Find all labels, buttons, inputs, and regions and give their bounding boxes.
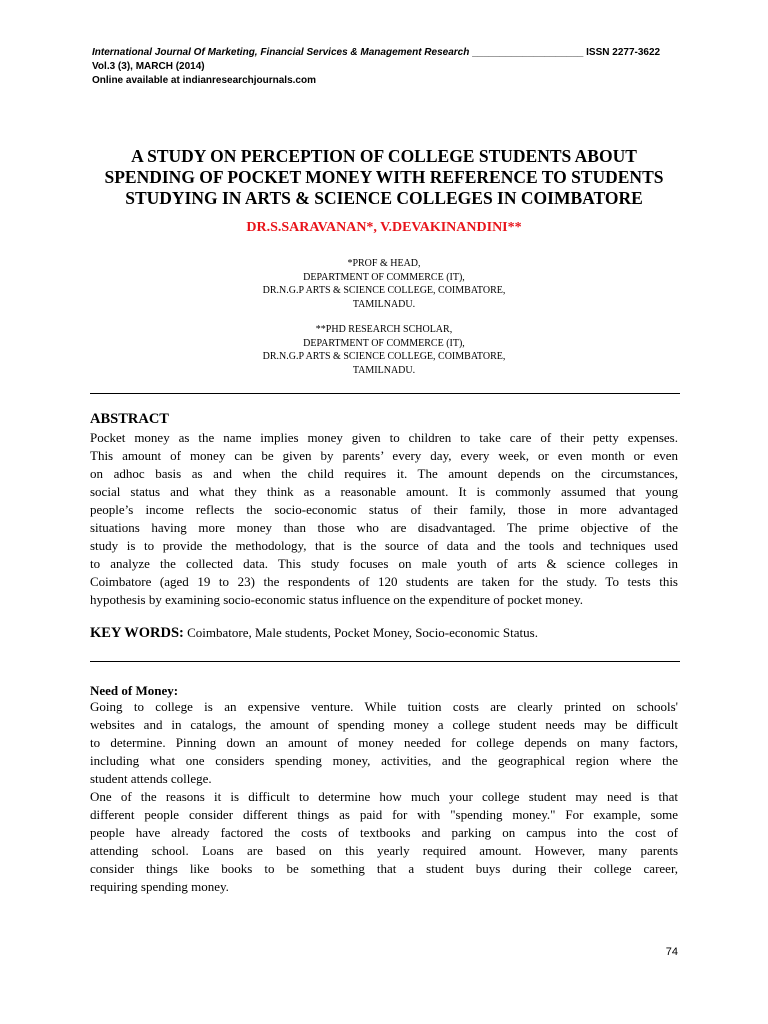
journal-header — [92, 46, 692, 88]
keywords-text: Coimbatore, Male students, Pocket Money, Socio-economic Status. — [187, 625, 538, 640]
body-line: websites and in catalogs, the amount of spending money a college student needs may be difficult — [90, 717, 678, 732]
title-line: SPENDING OF POCKET MONEY WITH REFERENCE TO STUDENTS — [104, 167, 664, 187]
affiliation-line: DR.N.G.P ARTS & SCIENCE COLLEGE, COIMBATORE, — [262, 285, 506, 296]
affiliation-line: **PHD RESEARCH SCHOLAR, — [315, 324, 453, 335]
title-line: STUDYING IN ARTS & SCIENCE COLLEGES IN COIMBATORE — [125, 188, 643, 208]
keywords — [90, 625, 538, 642]
body-line: people have already factored the costs of textbooks and parking on campus into the cost of — [90, 825, 678, 840]
authors: DR.S.SARAVANAN*, V.DEVAKINANDINI** — [246, 220, 522, 235]
affiliation-2 — [60, 323, 708, 377]
body-line: requiring spending money. — [90, 879, 229, 894]
body-line: Going to college is an expensive venture. While tuition costs are clearly printed on schools' — [90, 699, 678, 714]
abstract-line: situations having more money than those who are disadvantaged. The prime objective of the — [90, 520, 678, 535]
volume-info: Vol.3 (3), MARCH (2014) — [92, 61, 205, 72]
abstract-text — [90, 429, 678, 609]
title-line: A STUDY ON PERCEPTION OF COLLEGE STUDENTS ABOUT — [131, 146, 637, 166]
section-heading-need-of-money: Need of Money: — [90, 683, 179, 698]
abstract-line: Pocket money as the name implies money given to children to take care of their petty expenses. — [90, 430, 678, 445]
need-of-money-paragraph-2 — [90, 788, 678, 896]
body-line: One of the reasons it is difficult to determine how much your college student may need is that — [90, 789, 678, 804]
keywords-label: KEY WORDS: — [90, 625, 184, 641]
abstract-line: study is to provide the methodology, that is the source of data and the tools and techniques used — [90, 538, 678, 553]
body-line: different people consider different things as paid for with "spending money." For example, some — [90, 807, 678, 822]
paper-title — [60, 146, 708, 209]
abstract-line: social status and what they think as a reasonable amount. It is commonly assumed that young — [90, 484, 678, 499]
divider — [90, 661, 680, 662]
need-of-money-paragraph-1 — [90, 698, 678, 788]
abstract-line: Coimbatore (aged 19 to 23) the respondents of 120 students are taken for the study. To tests this — [90, 574, 678, 589]
affiliation-line: DR.N.G.P ARTS & SCIENCE COLLEGE, COIMBATORE, — [262, 351, 506, 362]
abstract-line: hypothesis by examining socio-economic status influence on the expenditure of pocket money. — [90, 592, 584, 607]
abstract-line: This amount of money can be given by parents’ every day, every week, or even month or even — [90, 448, 678, 463]
body-line: student attends college. — [90, 771, 212, 786]
affiliation-line: DEPARTMENT OF COMMERCE (IT), — [303, 271, 465, 283]
issn: ISSN 2277-3622 — [586, 47, 661, 58]
journal-name: International Journal Of Marketing, Financial Services & Management Research — [92, 47, 470, 58]
abstract-line: people’s income reflects the socio-economic status of their family, those in more advantaged — [90, 502, 678, 517]
abstract-line: on adhoc basis as and when the child requires it. The amount depends on the circumstances, — [90, 466, 678, 481]
affiliation-1 — [60, 257, 708, 311]
divider — [90, 393, 680, 394]
affiliation-line: TAMILNADU. — [352, 364, 416, 376]
body-line: attending school. Loans are based on this yearly required amount. However, many parents — [90, 843, 678, 858]
header-separator: ____________________ — [472, 47, 584, 58]
online-info: Online available at indianresearchjournals.com — [92, 75, 316, 86]
body-line: to determine. Pinning down an amount of money needed for college depends on many factors, — [90, 735, 678, 750]
journal-line — [92, 46, 692, 60]
body-line: including what one considers spending money, activities, and the geographical region where the — [90, 753, 678, 768]
affiliation-line: *PROF & HEAD, — [347, 258, 421, 269]
page-number: 74 — [665, 946, 678, 958]
abstract-heading: ABSTRACT — [90, 411, 169, 427]
abstract-line: to analyze the collected data. This study focuses on male youth of arts & science colleges in — [90, 556, 678, 571]
affiliation-line: DEPARTMENT OF COMMERCE (IT), — [303, 337, 465, 349]
affiliation-line: TAMILNADU. — [352, 298, 416, 310]
body-line: consider things like books to be something that a student buys during their college career, — [90, 861, 678, 876]
